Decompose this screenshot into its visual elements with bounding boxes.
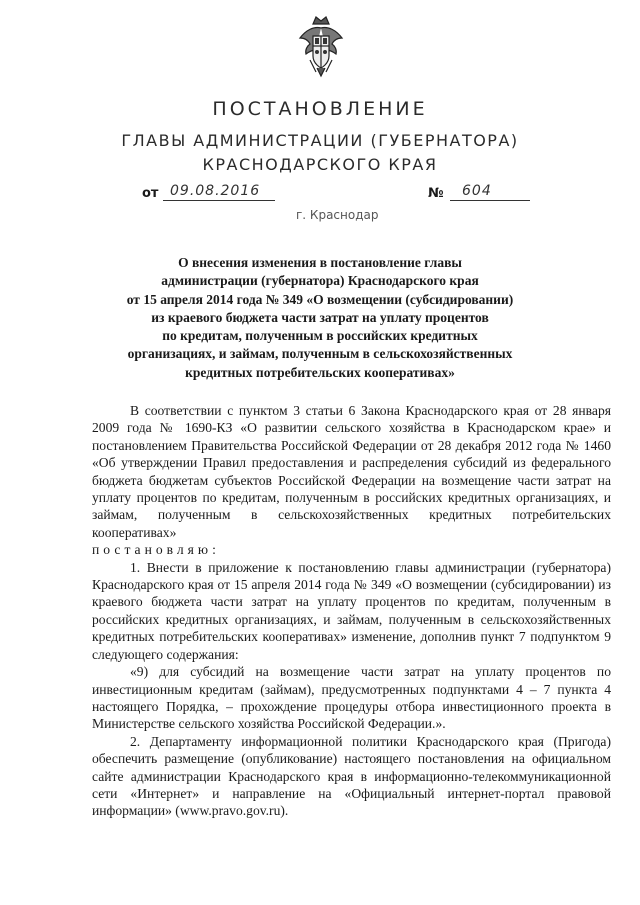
decree-word: постановляю: bbox=[92, 542, 220, 558]
preamble-paragraph: В соответствии с пунктом 3 статьи 6 Закона Краснодарского края от 28 января 2009 года № 1690-КЗ «О развитии сельского хозяйства в Краснодарском крае» и постановлением Правительства Российской Федерации от 28 декабря 2012 года № 1460 «Об утверждении Правил предоставления и распределения субсидий из федерального бюджета бюджетам субъектов Российской Федерации на возмещение части затрат на уплату процентов по кредитам, полученным в российских кредитных организациях, и займам, полученным в сельскохозяйственных кредитных потребительских кооперативах» bbox=[92, 403, 611, 540]
coat-of-arms-emblem bbox=[296, 14, 346, 80]
title-line: администрации (губернатора) Краснодарского края bbox=[161, 273, 479, 289]
document-title bbox=[110, 254, 530, 382]
city-label: г. Краснодар bbox=[296, 208, 379, 222]
clause-2-paragraph: 2. Департаменту информационной политики Краснодарского края (Пригода) обеспечить размещение (опубликование) настоящего постановления на официальном сайте администрации Краснодарского края в информационно-телекоммуникационной сети «Интернет» и направление на «Официальный интернет-портал правовой информации» (www.pravo.gov.ru). bbox=[92, 733, 611, 819]
date-underline bbox=[163, 200, 275, 201]
region-heading: КРАСНОДАРСКОГО КРАЯ bbox=[202, 155, 438, 174]
title-line: организациях, и займам, полученным в сельскохозяйственных bbox=[127, 346, 513, 362]
clause-1-paragraph: 1. Внести в приложение к постановлению главы администрации (губернатора) Краснодарского края от 15 апреля 2014 года № 349 «О возмещении (субсидировании) из краевого бюджета части затрат на уплату процентов по кредитам, полученным в российских кредитных организациях, и займам, полученным в сельскохозяйственных кредитных потребительских кооперативах» изменение, дополнив пункт 7 подпунктом 9 следующего содержания: bbox=[92, 559, 611, 662]
title-line: кредитных потребительских кооперативах» bbox=[185, 364, 455, 380]
date-value: 09.08.2016 bbox=[170, 183, 261, 199]
quoted-subclause-paragraph: «9) для субсидий на возмещение части затрат на уплату процентов по инвестиционным кредитам (займам), предусмотренных подпунктами 4 – 7 пункта 4 настоящего Порядка, – прохождение процедуры отбора инвестиционного проекта в Министерстве сельского хозяйства Российской Федерации.». bbox=[92, 664, 611, 732]
title-line: О внесения изменения в постановление главы bbox=[178, 255, 462, 270]
issuer-heading: ГЛАВЫ АДМИНИСТРАЦИИ (ГУБЕРНАТОРА) bbox=[121, 131, 519, 150]
number-label: № bbox=[428, 186, 444, 201]
number-underline bbox=[450, 200, 530, 201]
title-line: по кредитам, полученным в российских кредитных bbox=[162, 328, 478, 344]
title-line: от 15 апреля 2014 года № 349 «О возмещении (субсидировании) bbox=[126, 291, 514, 307]
document-type-heading: ПОСТАНОВЛЕНИЕ bbox=[212, 98, 428, 120]
number-value: 604 bbox=[462, 183, 492, 199]
document-body bbox=[92, 402, 611, 820]
date-label: от bbox=[142, 186, 159, 201]
title-line: из краевого бюджета части затрат на уплату процентов bbox=[151, 309, 489, 325]
